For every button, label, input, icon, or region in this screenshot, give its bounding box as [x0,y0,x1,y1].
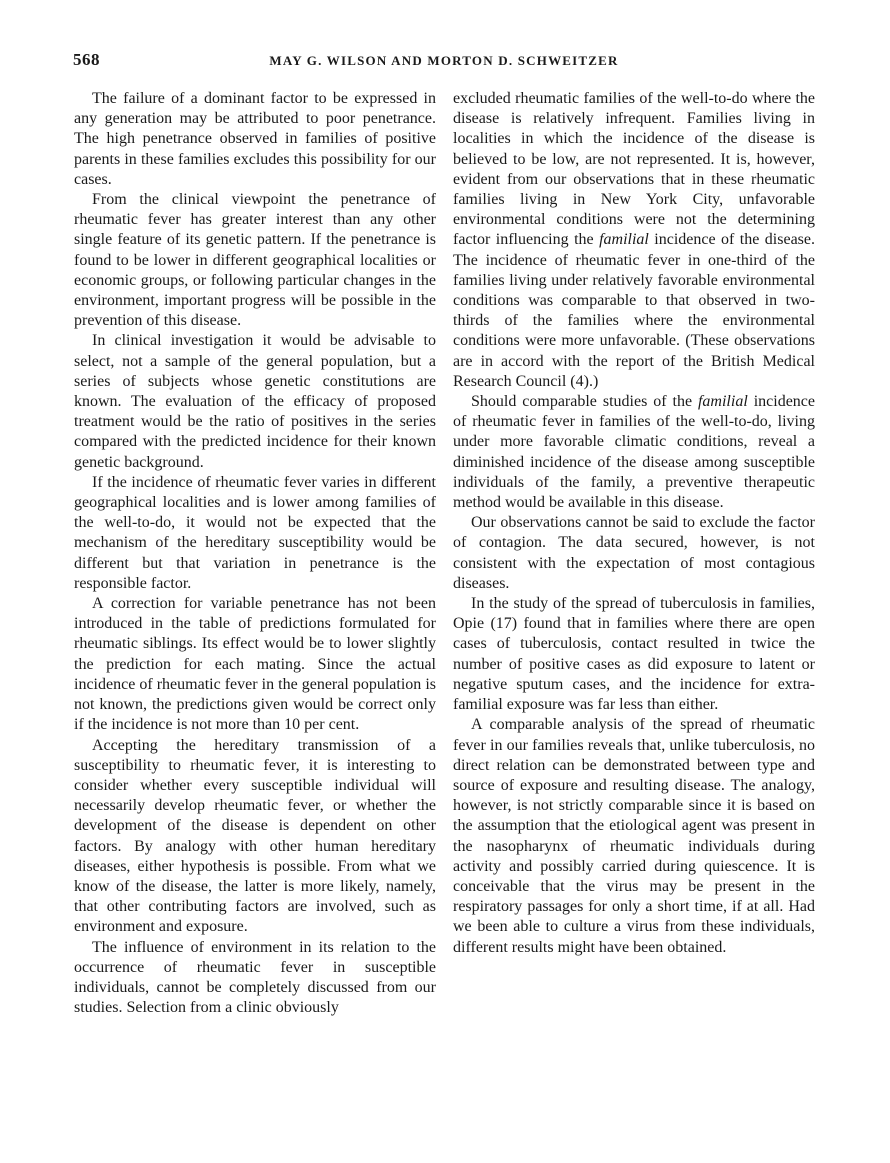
paragraph: The failure of a dominant factor to be expressed in any generation may be attributed to poor penetrance. The high penetrance observed in families of positive parents in these families excludes this possibility for our cases. [74,90,436,188]
text-run: incidence of the disease. The incidence of rheumatic fever in one-third of the families living under relatively favorable environmental conditions was comparable to that observed in two-thirds of the families where the environmental conditions were more unfavorable. (These observations are in accord with the report of the British Medical Research Council (4).) [453,231,816,390]
page-number: 568 [73,50,100,69]
text-run: excluded rheumatic families of the well-to-do where the disease is relatively infrequent. Families living in localities in which the incidence of the disease is believed to be low, are not represented. It is, however, evident from our observations that in these rheumatic families living in New York City, unfavorable environmental conditions were not the determining factor influencing the [453,90,815,249]
paragraph: Our observations cannot be said to exclude the factor of contagion. The data secured, however, is not consistent with the expectation of most contagious diseases. [453,514,815,592]
paragraph: In clinical investigation it would be advisable to select, not a sample of the general population, but a series of subjects whose genetic constitutions are known. The evaluation of the efficacy of proposed treatment would be the ratio of positives in the series compared with the predicted incidence for their known genetic background. [74,332,436,471]
running-head: MAY G. WILSON AND MORTON D. SCHWEITZER [269,53,619,68]
paragraph: From the clinical viewpoint the penetrance of rheumatic fever has greater interest than any other single feature of its genetic pattern. If the penetrance is found to be lower in different geographical localities or economic groups, or following particular changes in the environment, important progress will be possible in the prevention of this disease. [74,191,436,330]
right-column [453,89,815,958]
paragraph: A comparable analysis of the spread of rheumatic fever in our families reveals that, unlike tuberculosis, no direct relation can be demonstrated between type and source of exposure and resulting disease. The analogy, however, is not strictly comparable since it is based on the assumption that the etiological agent was present in the nasopharynx of rheumatic individuals during activity and possibly carried during quiescence. It is conceivable that the virus may be present in the respiratory passages for only a short time, if at all. Had we been able to culture a virus from these individuals, different results might have been obtained. [453,716,815,956]
page-header [73,50,815,74]
paragraph: In the study of the spread of tuberculosis in families, Opie (17) found that in families where there are open cases of tuberculosis, contact resulted in twice the number of positive cases as did exposure to latent or negative sputum cases, and the incidence for extra-familial exposure was far less than either. [453,595,815,714]
paragraph: Accepting the hereditary transmission of a susceptibility to rheumatic fever, it is interesting to consider whether every susceptible individual will necessarily develop rheumatic fever, or whether the development of the disease is dependent on other factors. By analogy with other human hereditary diseases, either hypothesis is possible. From what we know of the disease, the latter is more likely, namely, that other contributing factors are involved, such as environment and exposure. [74,736,436,936]
paragraph [453,392,815,513]
paragraph [453,89,815,392]
left-column [74,89,436,1018]
paragraph: The influence of environment in its relation to the occurrence of rheumatic fever in susceptible individuals, cannot be completely discussed from our studies. Selection from a clinic obviously [74,938,436,1017]
paragraph: If the incidence of rheumatic fever varies in different geographical localities and is lower among families of the well-to-do, it would not be expected that the mechanism of the hereditary susceptibility would be different but that variation in penetrance is the responsible factor. [74,473,436,592]
paragraph: A correction for variable penetrance has not been introduced in the table of predictions formulated for rheumatic siblings. Its effect would be to lower slightly the prediction for each mating. Since the actual incidence of rheumatic fever in the general population is not known, the predictions given would be correct only if the incidence is not more than 10 per cent. [74,595,436,734]
text-run: Should comparable studies of the [471,393,698,411]
emphasis: familial [697,393,748,411]
text-run: incidence of rheumatic fever in families of the well-to-do, living under more favorable climatic conditions, reveal a diminished incidence of the disease among susceptible individuals of the family, a preventive therapeutic method would be available in this disease. [453,393,815,512]
emphasis: familial [599,231,649,249]
